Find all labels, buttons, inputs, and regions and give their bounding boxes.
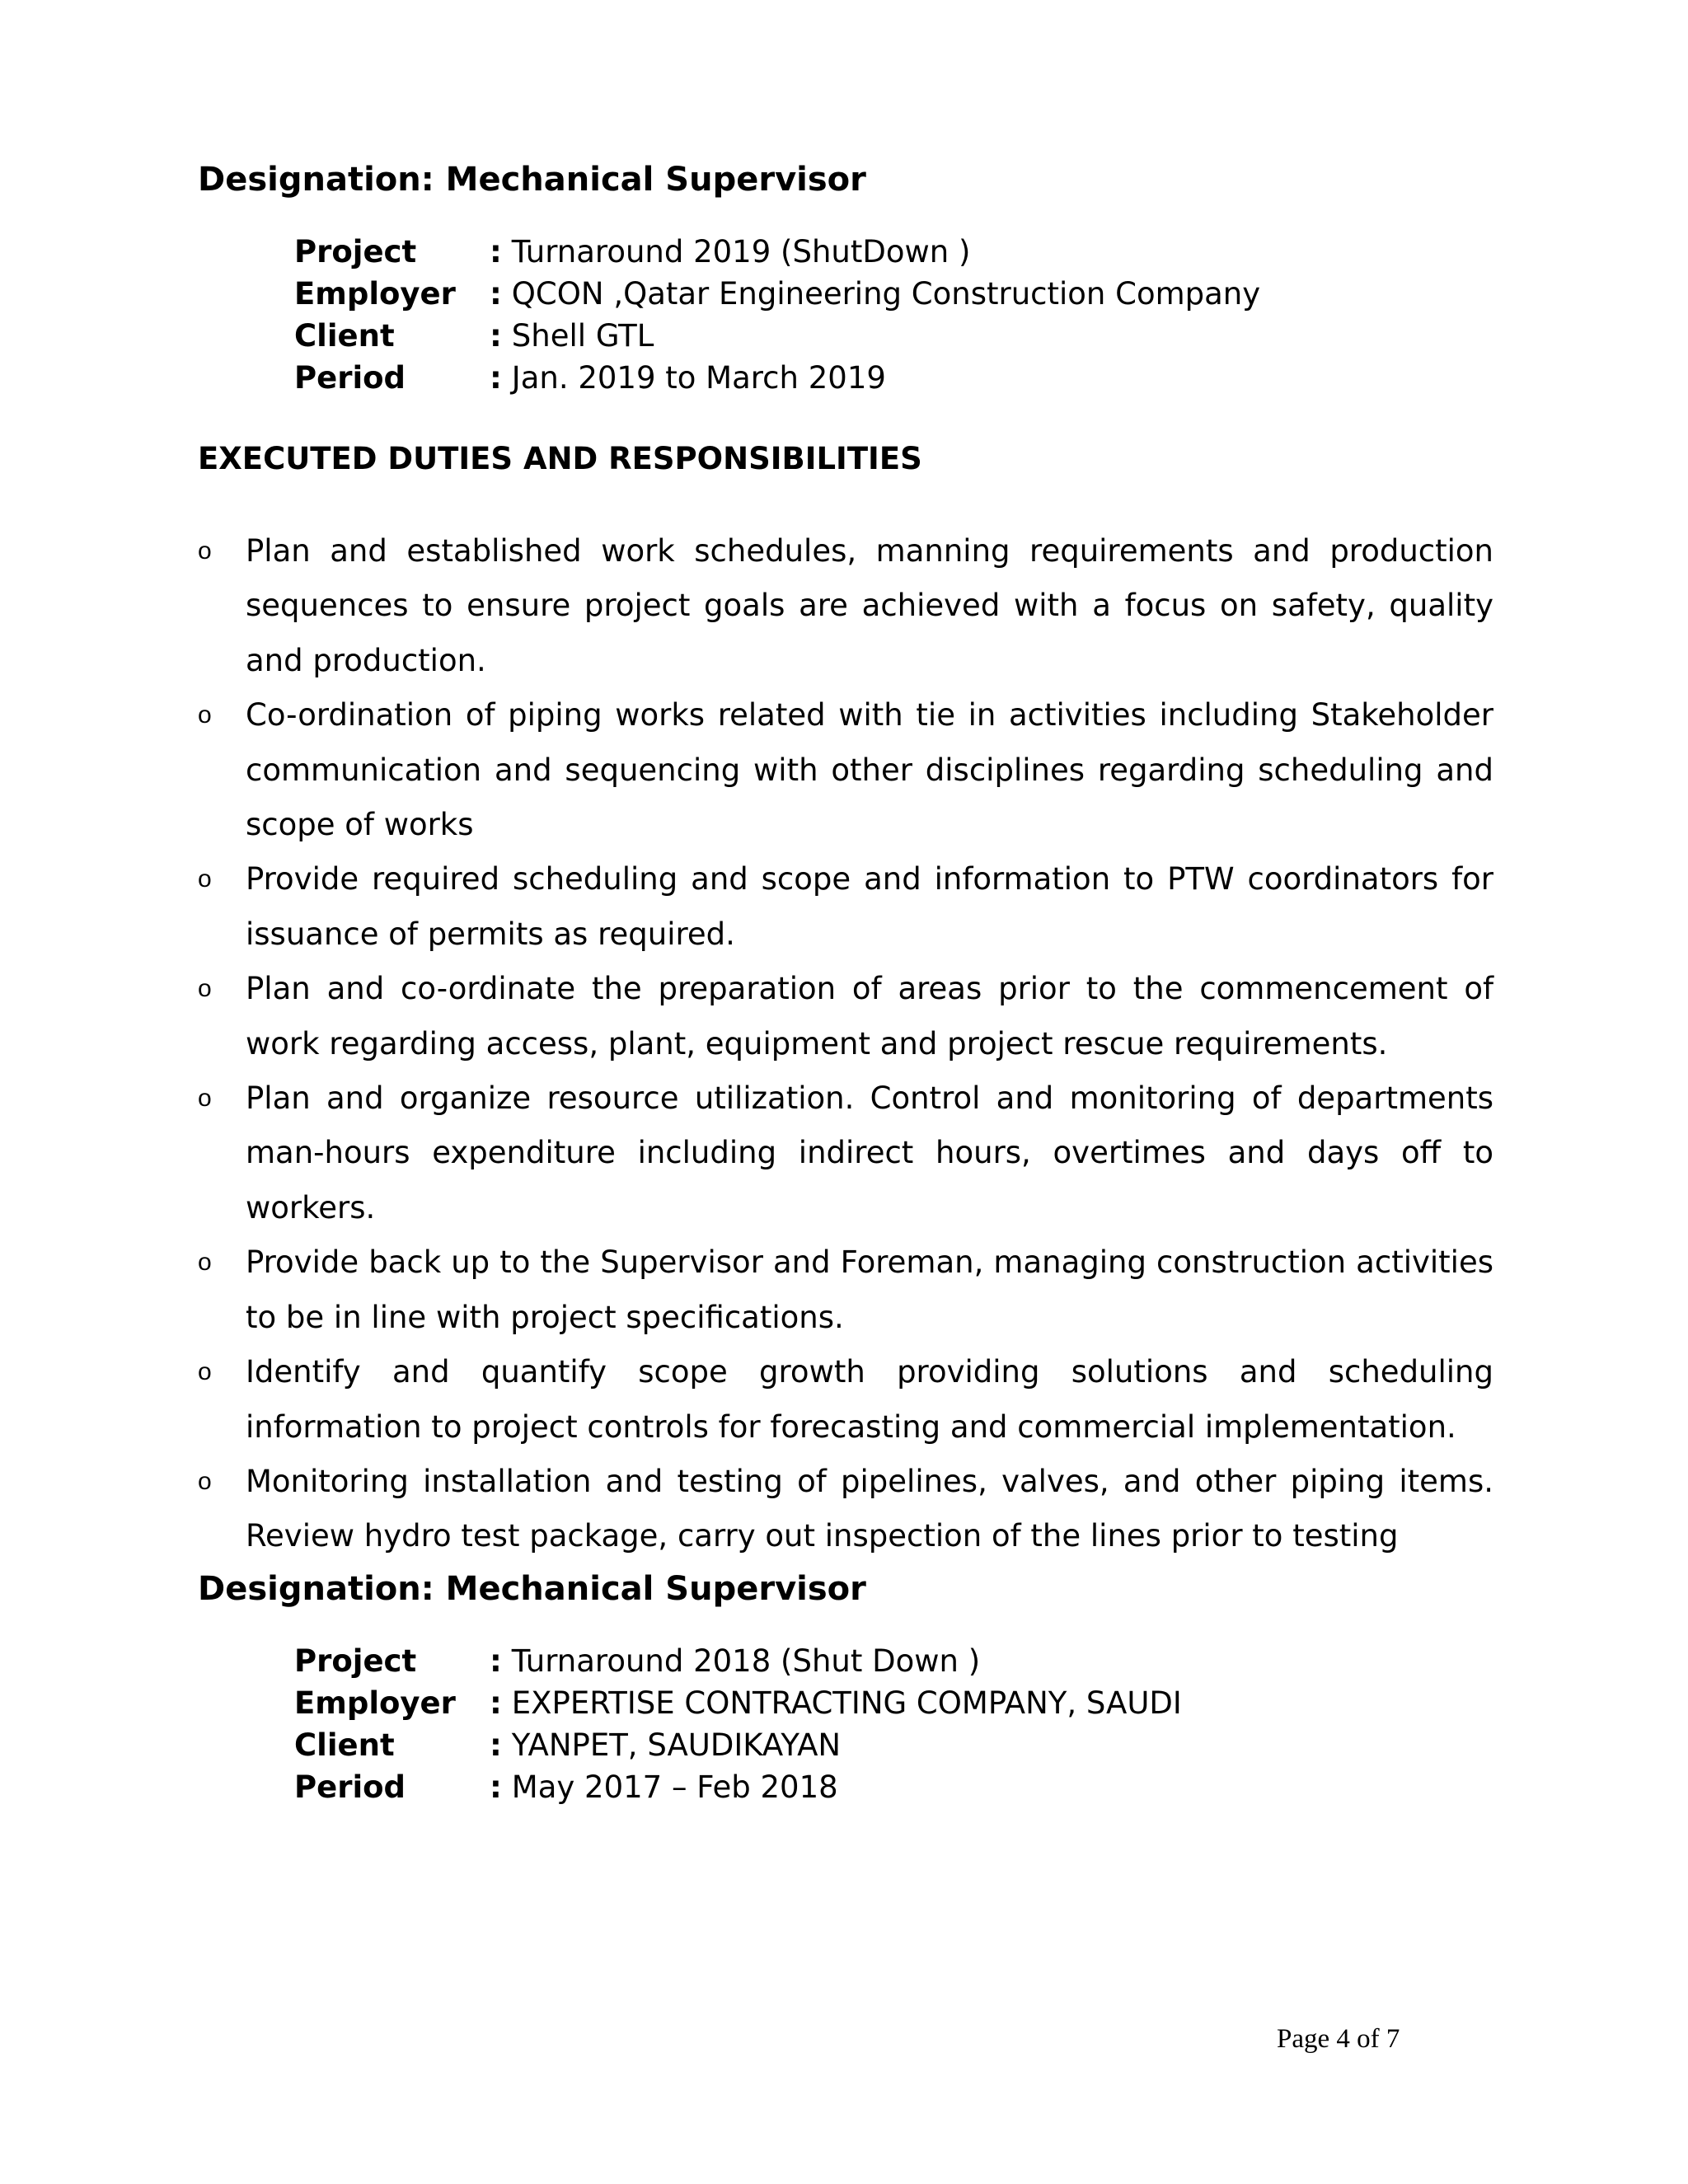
duties-list	[198, 524, 1493, 1564]
bullet-icon: o	[198, 975, 212, 1003]
designation-heading: Designation: Mechanical Supervisor	[198, 161, 866, 199]
duty-item	[198, 1455, 1493, 1564]
detail-row-employer	[294, 1682, 1182, 1724]
detail-value: QCON ,Qatar Engineering Construction Company	[511, 276, 1261, 312]
detail-value: Jan. 2019 to March 2019	[511, 360, 886, 396]
detail-value: YANPET, SAUDIKAYAN	[511, 1727, 842, 1763]
bullet-icon: o	[198, 537, 212, 565]
page-number: Page 4 of 7	[1277, 2024, 1400, 2054]
detail-row-employer	[294, 273, 1260, 315]
duty-text: Co-ordination of piping works related with tie in activities including Stakeholder communication and sequencing with other disciplines regarding scheduling and scope of works	[246, 697, 1493, 843]
duty-text: Plan and co-ordinate the preparation of areas prior to the commencement of work regarding access, plant, equipment and project rescue requirements.	[246, 971, 1493, 1062]
bullet-icon: o	[198, 1358, 212, 1386]
detail-label: Employer	[294, 1685, 456, 1721]
detail-separator: :	[490, 234, 502, 269]
job-details	[294, 231, 1260, 399]
duty-item	[198, 524, 1493, 688]
bullet-icon: o	[198, 1467, 212, 1495]
duty-text: Identify and quantify scope growth providing solutions and scheduling information to project controls for forecasting and commercial implementation.	[246, 1354, 1493, 1445]
detail-label: Project	[294, 234, 417, 269]
detail-row-project	[294, 231, 1260, 273]
job-details	[294, 1640, 1182, 1808]
detail-separator: :	[490, 1769, 502, 1805]
detail-row-period	[294, 357, 1260, 399]
detail-separator: :	[490, 360, 502, 396]
detail-separator: :	[490, 1727, 502, 1763]
bullet-icon: o	[198, 865, 212, 893]
detail-separator: :	[490, 276, 502, 312]
detail-separator: :	[490, 1685, 502, 1721]
detail-row-client	[294, 315, 1260, 357]
detail-row-client	[294, 1724, 1182, 1766]
duty-item	[198, 962, 1493, 1071]
detail-label: Client	[294, 1727, 395, 1763]
bullet-icon: o	[198, 701, 212, 729]
bullet-icon: o	[198, 1249, 212, 1277]
detail-value: Shell GTL	[511, 318, 654, 354]
duty-item	[198, 1345, 1493, 1455]
designation-heading: Designation: Mechanical Supervisor	[198, 1570, 866, 1608]
duty-text: Provide required scheduling and scope and information to PTW coordinators for issuance of permits as required.	[246, 861, 1493, 952]
detail-value: Turnaround 2018 (Shut Down )	[511, 1643, 981, 1679]
detail-value: EXPERTISE CONTRACTING COMPANY, SAUDI	[511, 1685, 1182, 1721]
detail-label: Client	[294, 318, 395, 354]
duty-text: Provide back up to the Supervisor and Foreman, managing construction activities to be in line with project specifications.	[246, 1244, 1493, 1335]
detail-label: Period	[294, 360, 406, 396]
detail-value: Turnaround 2019 (ShutDown )	[511, 234, 971, 269]
duty-text: Plan and established work schedules, manning requirements and production sequences to ensure project goals are achieved with a focus on safety, quality and production.	[246, 533, 1493, 678]
detail-separator: :	[490, 1643, 502, 1679]
duty-item	[198, 1235, 1493, 1345]
detail-row-period	[294, 1766, 1182, 1808]
duty-item	[198, 1071, 1493, 1235]
duties-heading: EXECUTED DUTIES AND RESPONSIBILITIES	[198, 441, 922, 476]
detail-label: Project	[294, 1643, 417, 1679]
detail-label: Period	[294, 1769, 406, 1805]
detail-separator: :	[490, 318, 502, 354]
duty-text: Monitoring installation and testing of pipelines, valves, and other piping items. Review hydro test package, carry out inspection of the lines prior to testing	[246, 1463, 1493, 1554]
bullet-icon: o	[198, 1085, 212, 1113]
duty-item	[198, 688, 1493, 852]
duty-text: Plan and organize resource utilization. Control and monitoring of departments man-hours expenditure including indirect hours, overtimes and days off to workers.	[246, 1080, 1493, 1226]
detail-label: Employer	[294, 276, 456, 312]
detail-row-project	[294, 1640, 1182, 1682]
duty-item	[198, 852, 1493, 962]
detail-value: May 2017 – Feb 2018	[511, 1769, 838, 1805]
